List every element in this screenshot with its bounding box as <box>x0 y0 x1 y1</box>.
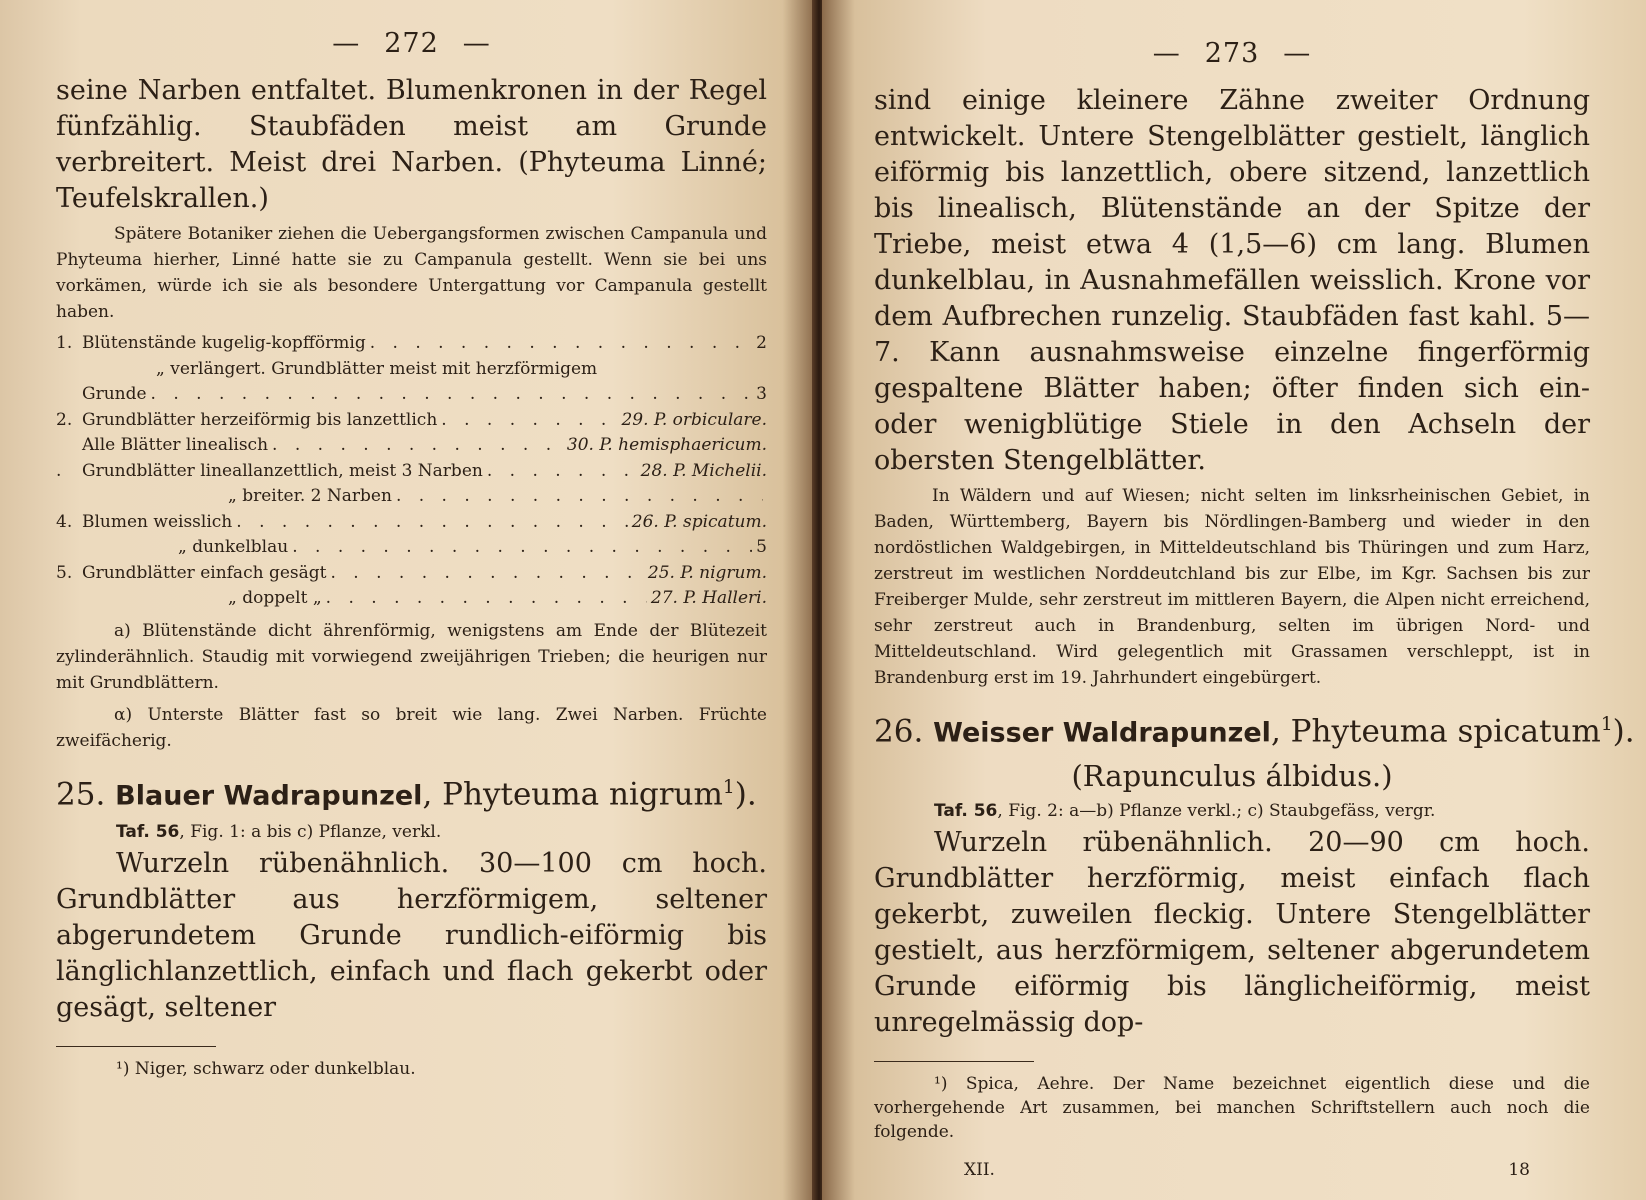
key-row: 1. Blütenstände kugelig-kopfförmig . . . 2 <box>56 331 767 357</box>
footnote-rule <box>56 1046 216 1047</box>
group-a-paragraph: a) Blütenstände dicht ährenförmig, wenigstens am Ende der Blütezeit zylinderähnlich. Staudig mit vorwiegend zweijährigen Trieben; die heurigen nur mit Grundblättern. <box>56 620 767 693</box>
plate-reference: Taf. 56, Fig. 2: a—b) Pflanze verkl.; c) Staubgefäss, vergr. <box>934 801 1436 822</box>
species-heading-26: 26. Weisser Waldrapunzel, Phyteuma spicatum$^1$). <box>874 713 1635 750</box>
species-latin: Phyteuma nigrum <box>442 775 723 812</box>
key-row: Grunde . . . 3 <box>56 382 767 408</box>
key-row: 2. Grundblätter herzeiförmig bis lanzettlich . . . 29. P. orbiculare. <box>56 408 767 434</box>
species-latin: Phyteuma spicatum <box>1290 713 1601 750</box>
plate-reference: Taf. 56, Fig. 1: a bis c) Pflanze, verkl. <box>116 821 442 842</box>
key-row: „ breiter. 2 Narben . . . <box>56 484 767 510</box>
footnote: ¹) Niger, schwarz oder dunkelblau. <box>116 1058 416 1079</box>
left-page <box>0 0 815 1200</box>
right-page <box>822 0 1646 1200</box>
intro-text: seine Narben entfaltet. Blumenkronen in der Regel fünfzählig. Staubfäden meist am Grunde verbreitert. Meist drei Narben. (Phyteuma Linné; Teufelskrallen.) <box>56 75 767 214</box>
species-description: Wurzeln rübenähnlich. 30—100 cm hoch. Grundblätter aus herzförmigem, seltener abgerundetem Grunde rundlich-eiförmig bis länglichlanzettlich, einfach und flach gekerbt oder gesägt, seltener <box>56 847 767 1023</box>
species-heading-25: 25. Blauer Wadrapunzel, Phyteuma nigrum$^1$). <box>56 775 757 812</box>
key-row: „ doppelt „ . . . 27. P. Halleri. <box>56 586 767 612</box>
species-name: Blauer Wadrapunzel <box>115 779 423 811</box>
key-row: . Grundblätter lineallanzettlich, meist 3 Narben . . . 28. P. Michelii. <box>56 459 767 485</box>
identification-key <box>56 331 767 612</box>
page-number-right: — 273 — <box>1152 38 1312 69</box>
signature-mark: XII. <box>964 1160 995 1181</box>
key-row: „ verlängert. Grundblätter meist mit herzförmigem <box>156 358 598 379</box>
page-signature <box>874 1160 1590 1180</box>
footnote-rule <box>874 1061 1034 1062</box>
key-row: 4. Blumen weisslich . . . 26. P. spicatum. <box>56 510 767 536</box>
note-paragraph: Spätere Botaniker ziehen die Uebergangsformen zwischen Campanula und Phyteuma hierher, Linné hatte sie zu Campanula gestellt. Wenn sie bei uns vorkämen, würde ich sie als besondere Untergattung vor Campanula gestellt haben. <box>56 224 767 322</box>
distribution-paragraph: In Wäldern und auf Wiesen; nicht selten im linksrheinischen Gebiet, in Baden, Württemberg, Bayern bis Nördlingen-Bamberg und wieder in den nordöstlichen Waldgebirgen, in Mitteldeutschland bis Thüringen und zum Harz, zerstreut im westlichen Norddeutchland bis zur Elbe, im Kgr. Sachsen bis zur Freiberger Mulde, sehr zerstreut im mittleren Bayern, die Alpen nicht erreichend, sehr zerstreut auch in Brandenburg, selten im übrigen Nord- und Mitteldeutschland. Wird gelegentlich mit Grassamen verschleppt, ist in Brandenburg erst im 19. Jahrhundert eingebürgert. <box>874 486 1590 688</box>
footnote: ¹) Spica, Aehre. Der Name bezeichnet eigentlich diese und die vorhergehende Art zusammen, bei manchen Schriftstellern auch noch die folgende. <box>874 1074 1590 1143</box>
sheet-number: 18 <box>1508 1160 1530 1181</box>
key-row: „ dunkelblau . . . 5 <box>56 535 767 561</box>
key-row: 5. Grundblätter einfach gesägt . . . 25. P. nigrum. <box>56 561 767 587</box>
species-description: Wurzeln rübenähnlich. 20—90 cm hoch. Grundblätter herzförmig, meist einfach flach gekerbt, zuweilen fleckig. Untere Stengelblätter gestielt, aus herzförmigem, seltener abgerundetem Grunde eiförmig bis länglicheiförmig, meist unregelmässig dop- <box>874 827 1590 1039</box>
species-synonym: (Rapunculus álbidus.) <box>1071 759 1393 794</box>
group-alpha-paragraph: α) Unterste Blätter fast so breit wie lang. Zwei Narben. Früchte zweifächerig. <box>56 704 767 751</box>
species-name: Weisser Waldrapunzel <box>933 717 1271 749</box>
continued-text: sind einige kleinere Zähne zweiter Ordnung entwickelt. Untere Stengelblätter gestielt, länglich eiförmig bis lanzettlich, obere sitzend, lanzettlich bis linealisch, Blütenstände an der Spitze der Triebe, meist etwa 4 (1,5—6) cm lang. Blumen dunkelblau, in Ausnahmefällen weisslich. Krone vor dem Aufbrechen runzelig. Staubfäden fast kahl. 5—7. Kann ausnahmsweise einzelne fingerförmig gespaltene Blätter haben; öfter finden sich ein- oder wenigblütige Stiele in den Achseln der obersten Stengelblätter. <box>874 85 1590 476</box>
key-row: Alle Blätter linealisch . . . 30. P. hemisphaericum. <box>56 433 767 459</box>
page-number-left: — 272 — <box>332 28 491 59</box>
